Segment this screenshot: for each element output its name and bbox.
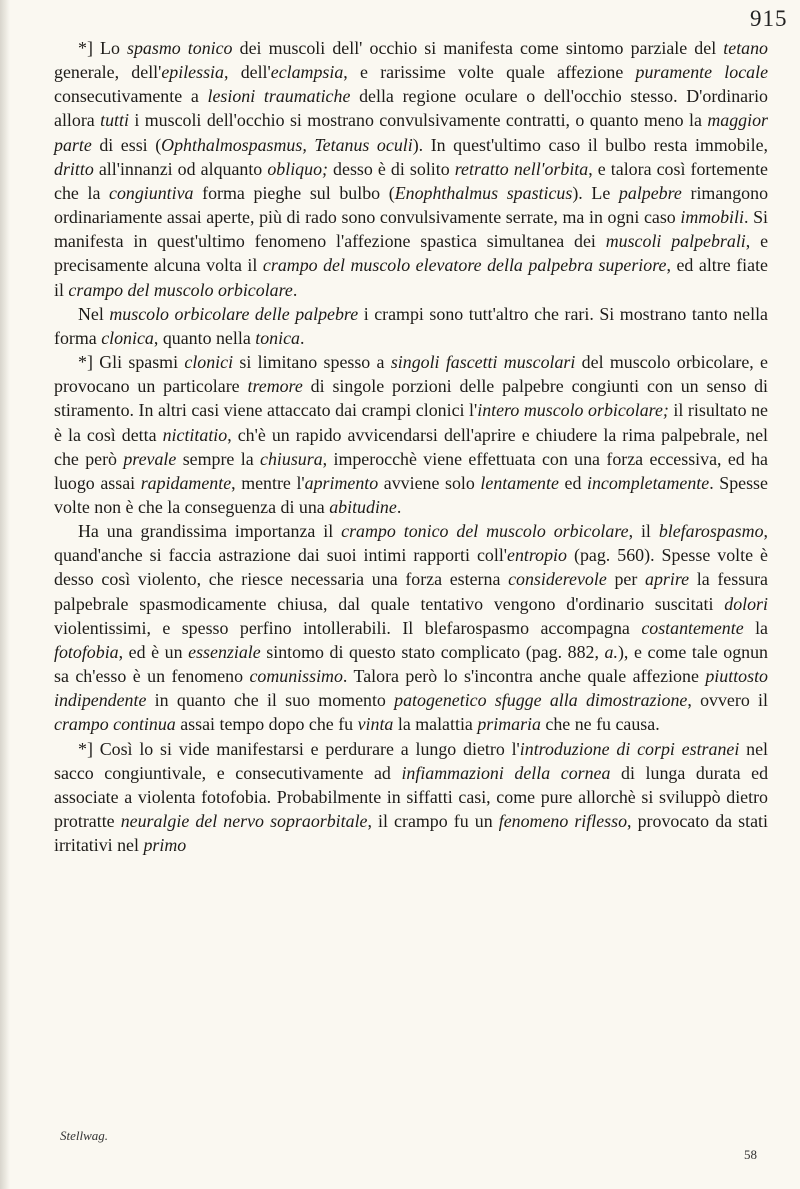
text-run: della regione oculare o dell'occhio stesso. D'ordinario allora [54,86,768,131]
italic-term: nictitatio [162,424,228,445]
text-run: (pag. 560). Spesse volte è desso così violento, che riesce necessaria una forza esterna [54,545,768,590]
text-run: all'innanzi od alquanto [93,158,268,179]
text-run: , il crampo fu un [367,811,499,831]
paragraph-4 [54,519,768,736]
text-run: , mentre l' [231,472,305,493]
italic-term: costantemente [641,617,744,638]
italic-term: intero muscolo orbicolare; [477,400,669,421]
italic-term: aprire [645,569,690,590]
text-run: , ch'è un rapido avvicendarsi dell'aprire e chiudere la rima palpebrale, nel che però [54,424,768,469]
italic-term: primaria [477,714,541,735]
text-run: dei muscoli dell' occhio si manifesta come sintomo parziale del [232,38,724,58]
text-run: . [396,496,402,517]
text-run: che ne fu causa. [540,714,660,735]
italic-term: neuralgie del nervo sopraorbitale [120,811,368,831]
italic-term: muscolo orbicolare delle palpebre [109,303,359,324]
italic-term: chiusura [260,448,323,469]
text-run: i crampi sono tutt'altro che rari. Si mostrano tanto nella forma [54,303,768,348]
italic-term: puramente locale [635,62,769,83]
italic-term: singoli fascetti muscolari [390,352,576,373]
paragraph-5 [54,737,768,858]
text-run: ed [558,472,587,493]
text-run: . Talora però lo s'incontra anche quale affezione [342,666,706,687]
italic-term: abitudine [329,496,397,517]
italic-term: crampo tonico del muscolo orbicolare [341,521,629,542]
italic-term: clonici [184,352,234,373]
paragraph-1 [54,36,768,302]
italic-term: patogenetico [394,690,487,711]
italic-term: prevale [123,448,177,469]
text-run: violentissimi, e spesso perfino intollerabili. Il blefarospasmo accompagna [54,617,642,638]
text-run: assai tempo dopo che fu [175,714,358,735]
italic-term: incompletamente [586,472,710,493]
text-run: ). In quest'ultimo caso il bulbo resta immobile, [412,134,768,155]
italic-term: muscoli palpebrali [605,231,746,252]
italic-term: considerevole [508,569,607,590]
printer-signature: Stellwag. [60,1128,109,1143]
text-run: . Si manifesta in quest'ultimo fenomeno l'affezione spastica simultanea dei [54,207,768,252]
italic-term: vinta [357,714,394,735]
text-run: forma pieghe sul bulbo ( [193,182,395,203]
text-run: del muscolo orbicolare, e provocano un particolare [54,352,768,397]
italic-term: Enophthalmus spasticus [394,182,573,203]
text-run: *] Gli spasmi [78,352,185,373]
italic-term: epilessia [161,62,224,83]
text-run: , e precisamente alcuna volta il [54,231,769,276]
italic-term: crampo continua [54,714,176,735]
italic-term: obliquo; [267,158,328,179]
text-run: desso è di solito [327,158,455,179]
text-run: di singole porzioni delle palpebre congiunti con un senso di stiramento. In altri casi viene attaccato dai crampi clonici l' [54,376,768,421]
italic-term: immobili [680,207,744,228]
binding-shadow [0,0,10,1189]
paragraph-2 [54,302,768,350]
italic-term: introduzione di corpi estranei [519,738,740,759]
italic-term: retratto nell'orbita [454,158,589,179]
sheet-number: 58 [744,1147,757,1162]
italic-term: fotofobia [54,641,119,662]
italic-term: tonica [255,327,300,348]
text-run: la [743,617,769,638]
text-run: generale, dell' [54,62,162,83]
italic-term: aprimento [304,472,379,493]
text-run: il risultato ne è la così detta [54,400,769,445]
text-run: . [292,279,298,300]
italic-term: tremore [247,376,303,397]
italic-term: clonica [101,327,154,348]
italic-term: infiammazioni della cornea [401,762,611,783]
text-run: la fessura palpebrale spasmodicamente chiusa, dal quale tentativo vengono d'ordinario suscitati [54,569,769,614]
text-run: , ed altre fiate il [54,255,768,300]
text-run: nel sacco congiuntivale, e consecutivamente ad [54,738,768,783]
italic-term: tutti [100,110,129,131]
text-run: si limitano spesso a [233,352,391,373]
text-run: , ovvero il [687,690,768,711]
text-run: , il [628,521,659,542]
text-run: di essi ( [91,134,162,155]
italic-term: fenomeno riflesso [498,811,628,831]
italic-term: maggior parte [54,110,768,155]
text-run: ), e come tale ognun sa ch'esso è un fenomeno [54,641,768,687]
text-run: avviene solo [378,472,481,493]
text-run: , quanto nella [153,327,256,348]
text-run: sempre la [176,448,261,469]
text-run: , ed è un [118,641,189,662]
body-text [54,36,768,857]
text-run: , e rarissime volte quale affezione [343,62,636,83]
italic-term: rapidamente [140,472,232,493]
text-run: . Spesse volte non è che la conseguenza di una [54,472,768,517]
text-run: Nel [78,303,110,324]
italic-term: dritto [54,158,94,179]
italic-term: piuttosto indipendente [54,666,768,711]
italic-term: eclampsia [270,62,344,83]
text-run: *] Lo [78,38,127,58]
italic-term: blefarospasmo [658,521,764,542]
italic-term: a. [604,641,618,662]
italic-term: congiuntiva [109,182,194,203]
italic-term: palpebre [618,182,682,203]
italic-term: comunissimo [249,666,343,687]
text-run: i muscoli dell'occhio si mostrano convulsivamente contratti, o quanto meno la [128,110,708,131]
text-run [487,690,495,710]
text-run: , dell' [223,62,271,83]
italic-term: crampo del muscolo elevatore della palpebra superiore [262,255,667,276]
text-run: rimangono ordinariamente assai aperte, più di rado sono convulsivamente serrate, ma in ogni caso [54,182,769,228]
italic-term: primo [143,835,187,856]
text-run: la malattia [393,714,478,735]
text-run: *] Così lo si vide manifestarsi e perdurare a lungo dietro l' [78,738,520,759]
italic-term: lentamente [480,472,559,493]
text-run: , provocato da stati irritativi nel [54,811,768,856]
text-run: ). Le [572,182,619,203]
text-run: sintomo di questo stato complicato (pag. 882, [260,641,605,662]
text-run: , e talora così fortemente che la [54,158,768,203]
italic-term: sfugge alla dimostrazione [494,690,688,711]
text-run: consecutivamente a [54,86,208,107]
italic-term: dolori [724,593,768,614]
text-run: di lunga durata ed associate a violenta fotofobia. Probabilmente in siffatti casi, come pure allorchè si sviluppò dietro protratte [54,762,769,831]
italic-term: entropio [507,545,567,566]
italic-term: tetano [723,38,768,58]
page-number: 915 [750,6,788,31]
text-run: Ha una grandissima importanza il [78,521,342,542]
text-run: in quanto che il suo momento [146,690,395,711]
text-run: , imperocchè viene effettuata con una forza eccessiva, ed ha luogo assai [54,448,768,493]
text-run: . [299,327,305,348]
paragraph-3 [54,350,768,519]
italic-term: lesioni traumatiche [207,86,351,107]
text-run: , quand'anche si faccia astrazione dai suoi intimi rapporti coll' [54,521,768,566]
italic-term: crampo del muscolo orbicolare [68,279,293,300]
italic-term: Ophthalmospasmus, Tetanus oculi [161,134,413,155]
italic-term: spasmo tonico [127,38,233,58]
text-run: per [606,569,645,590]
italic-term: essenziale [188,641,261,662]
